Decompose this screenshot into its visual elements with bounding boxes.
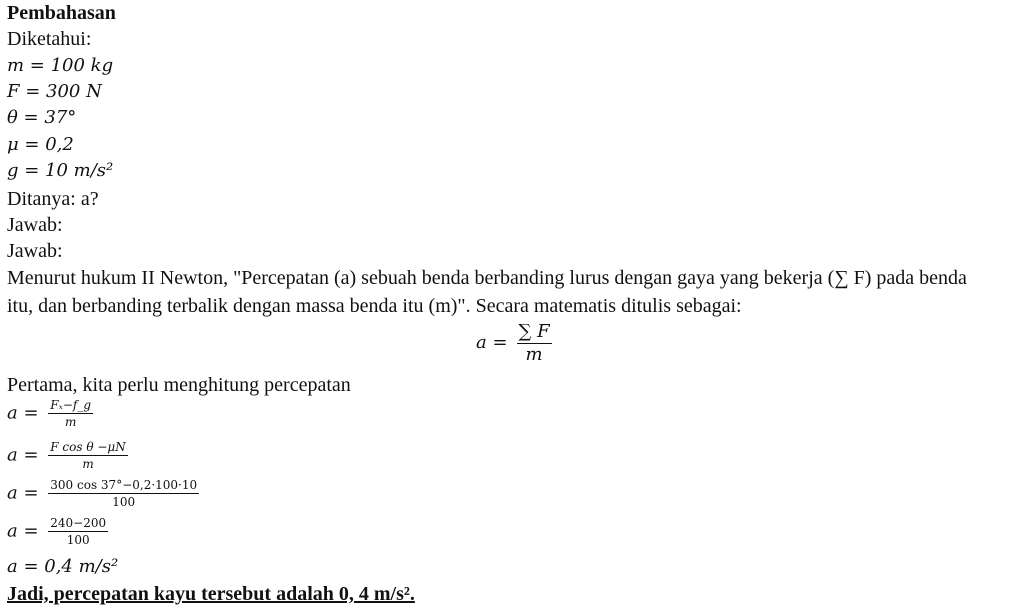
step-lhs: a = <box>7 520 39 542</box>
result-line: a = 0,4 m/s² <box>7 556 119 577</box>
step-denominator: 100 <box>112 495 136 509</box>
newton-formula <box>476 322 552 365</box>
calc-step <box>7 516 108 547</box>
given-mass: m = 100 kg <box>7 55 114 76</box>
step-intro: Pertama, kita perlu menghitung percepatan <box>7 374 351 396</box>
calc-step <box>7 440 128 471</box>
step-lhs: a = <box>7 402 39 424</box>
calc-step <box>7 478 199 509</box>
step-denominator: m <box>82 457 94 471</box>
step-lhs: a = <box>7 482 39 504</box>
given-force: F = 300 N <box>7 81 102 102</box>
calc-step <box>7 398 93 429</box>
step-denominator: 100 <box>66 533 90 547</box>
step-fraction <box>48 398 93 429</box>
given-friction: μ = 0,2 <box>7 134 74 155</box>
formula-numerator: ∑ F <box>518 321 550 342</box>
step-fraction <box>48 478 199 509</box>
step-denominator: m <box>64 415 77 429</box>
step-fraction <box>48 516 108 547</box>
answer-label: Jawab: <box>7 240 63 262</box>
step-numerator: F cos θ −μN <box>50 440 126 454</box>
given-angle: θ = 37° <box>7 107 77 128</box>
asked-line: Ditanya: a? <box>7 188 99 210</box>
formula-lhs: a = <box>476 332 508 354</box>
section-title: Pembahasan <box>7 2 116 24</box>
formula-denominator: m <box>525 344 543 365</box>
newton-law-text-line-2: itu, dan berbanding terbalik dengan massa benda itu (m)". Secara matematis ditulis sebagai: <box>7 295 742 317</box>
step-numerator: 300 cos 37°−0,2·100·10 <box>50 478 198 492</box>
answer-label: Jawab: <box>7 214 63 236</box>
formula-fraction <box>517 322 552 365</box>
known-label: Diketahui: <box>7 28 92 50</box>
given-gravity: g = 10 m/s² <box>7 160 114 181</box>
newton-law-text-line-1: Menurut hukum II Newton, "Percepatan (a) sebuah benda berbanding lurus dengan gaya yang bekerja (∑ F) pada benda <box>7 267 967 289</box>
conclusion: Jadi, percepatan kayu tersebut adalah 0, 4 m/s². <box>7 583 415 605</box>
step-numerator: 240−200 <box>50 516 107 530</box>
step-lhs: a = <box>7 444 39 466</box>
step-fraction <box>48 440 127 471</box>
step-numerator: Fₓ−f_g <box>50 398 92 412</box>
